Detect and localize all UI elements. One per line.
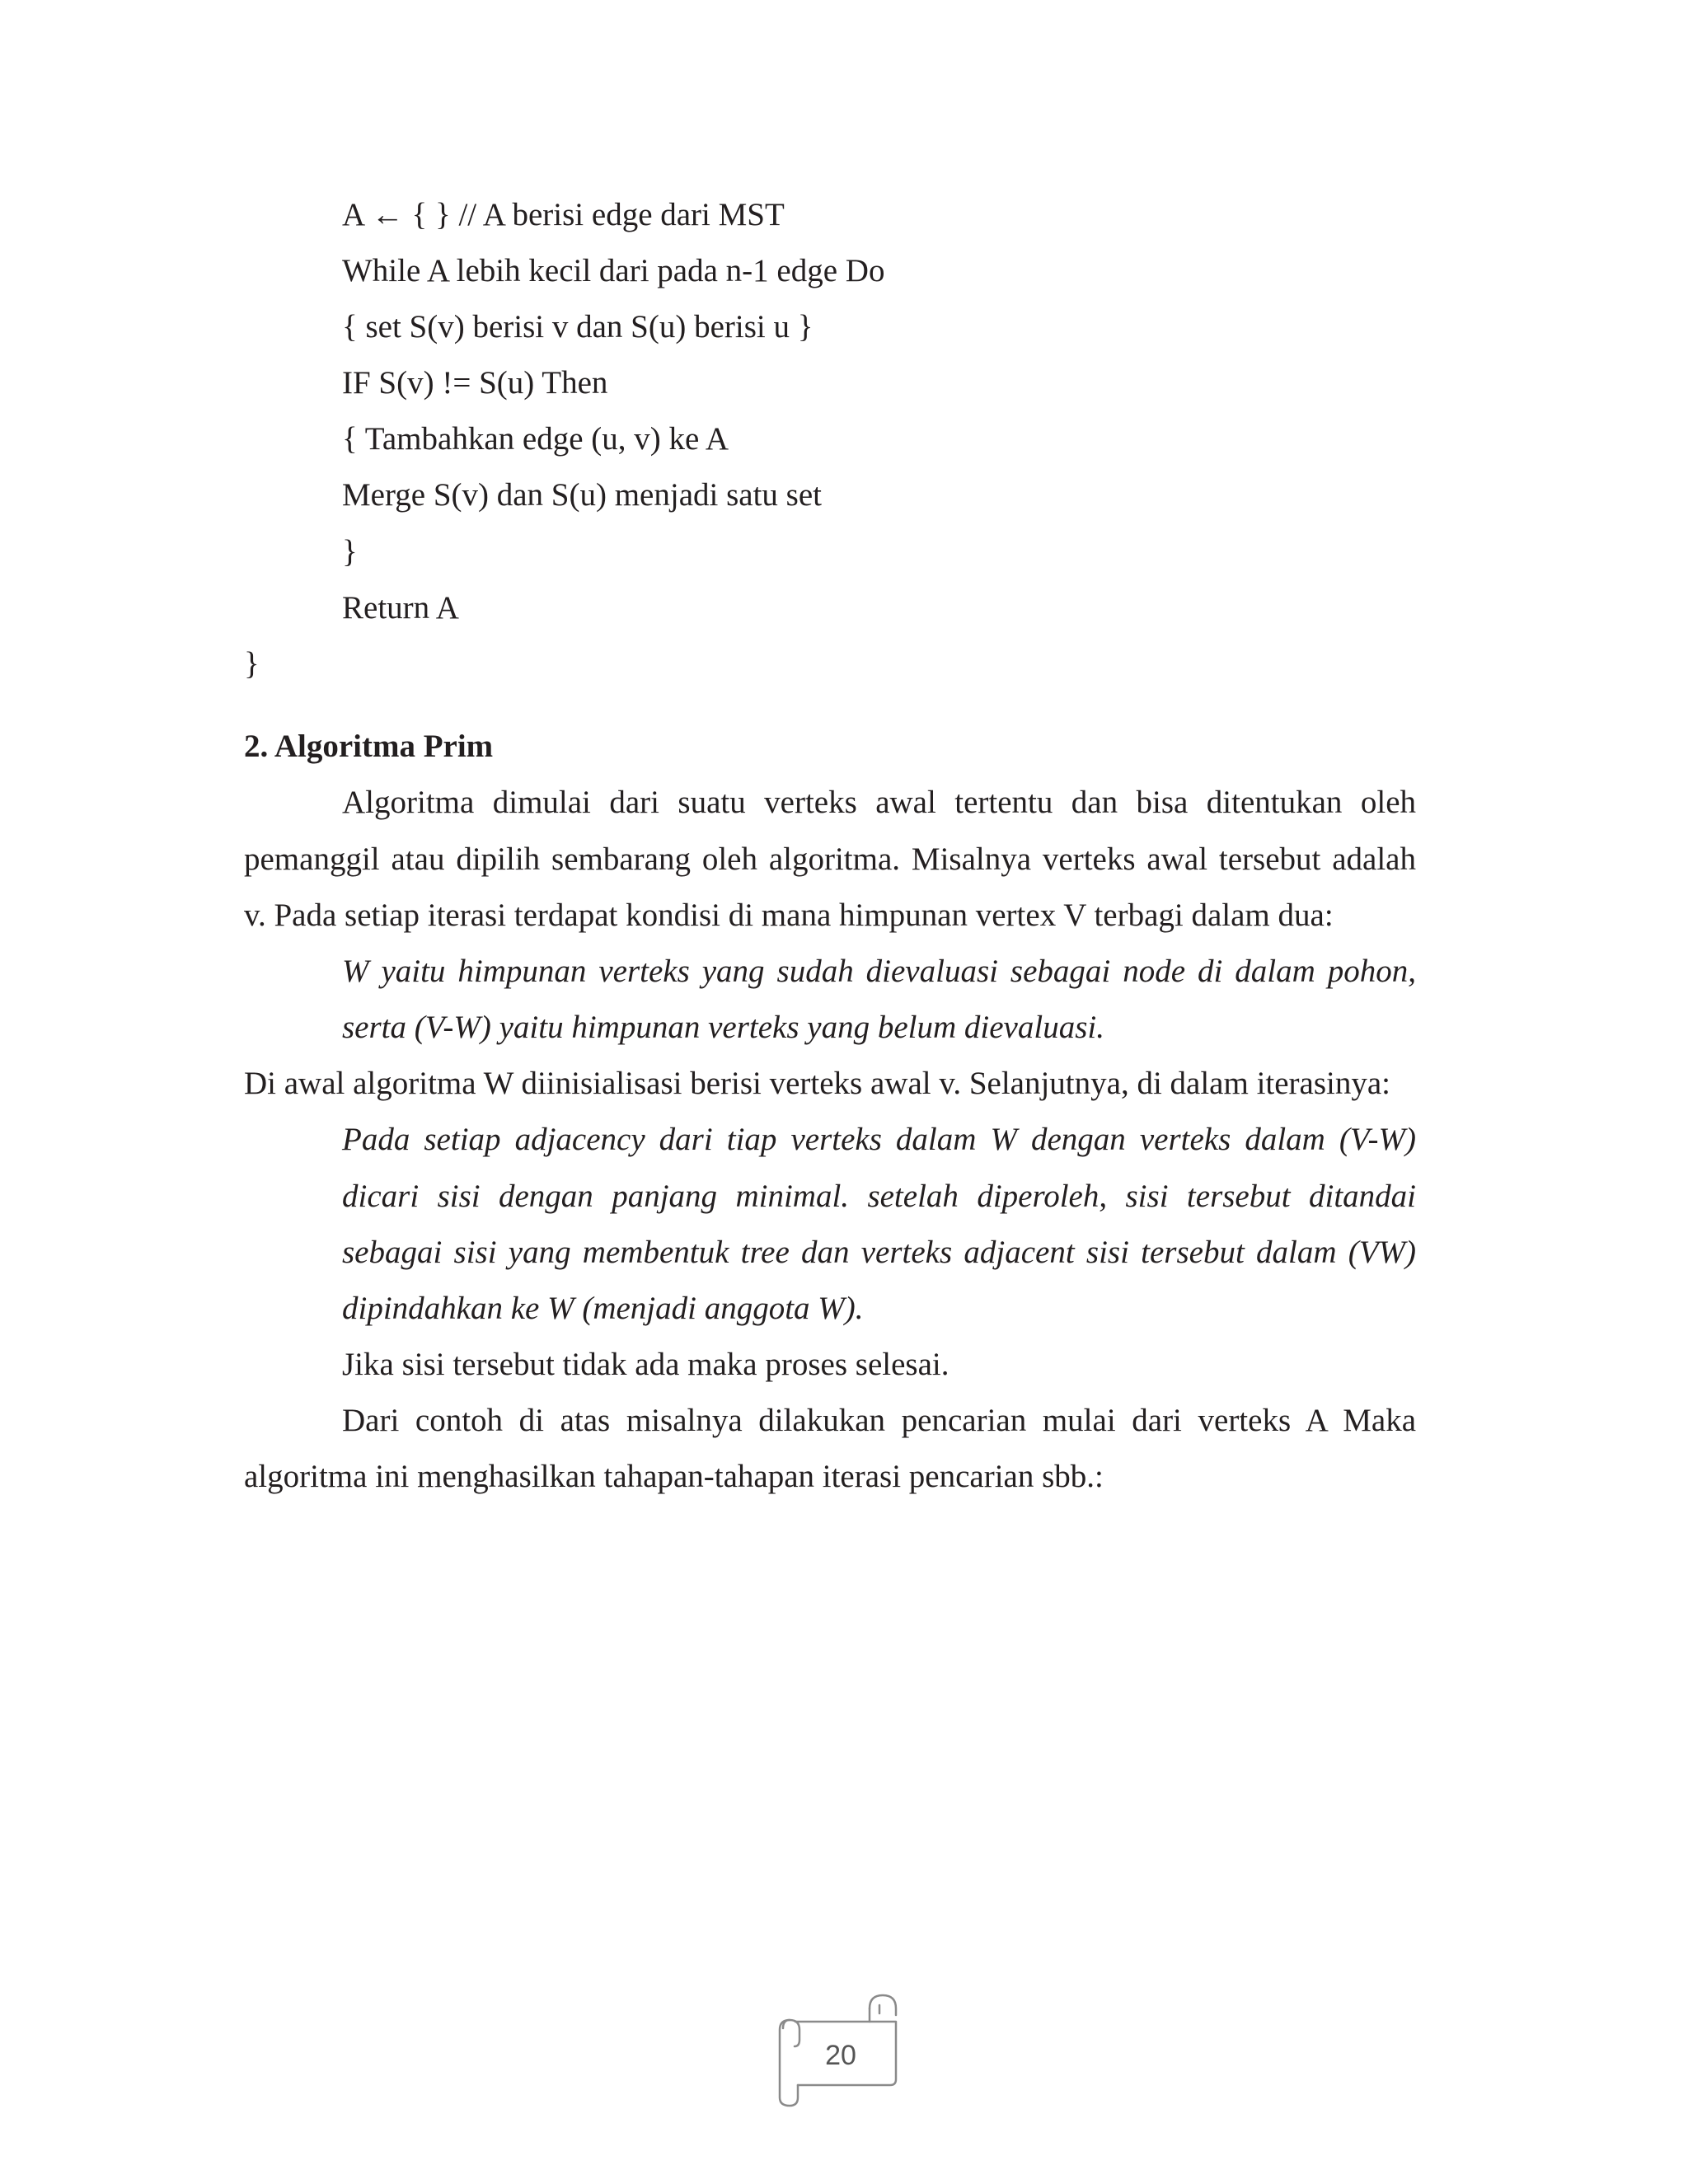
code-line-1: A ← { } // A berisi edge dari MST	[342, 197, 785, 232]
paragraph-line: Dari contoh di atas misalnya dilakukan pencarian mulai dari verteks A Maka	[342, 1403, 1416, 1438]
code-line-3: { set S(v) berisi v dan S(u) berisi u }	[342, 309, 814, 344]
quote-line: serta (V-W) yaitu himpunan verteks yang belum dievaluasi.	[342, 1010, 1104, 1045]
paragraph-line: Jika sisi tersebut tidak ada maka proses selesai.	[342, 1347, 950, 1382]
code-line-8: Return A	[342, 590, 459, 626]
paragraph-line: v. Pada setiap iterasi terdapat kondisi di mana himpunan vertex V terbagi dalam dua:	[244, 898, 1334, 933]
code-line-6: Merge S(v) dan S(u) menjadi satu set	[342, 477, 822, 513]
code-closing-brace: }	[244, 646, 260, 682]
quote-line: W yaitu himpunan verteks yang sudah dievaluasi sebagai node di dalam pohon,	[342, 954, 1416, 989]
code-line-7: }	[342, 534, 358, 569]
quote-line: dicari sisi dengan panjang minimal. setelah diperoleh, sisi tersebut ditandai	[342, 1179, 1416, 1214]
paragraph-line: Algoritma dimulai dari suatu verteks awal tertentu dan bisa ditentukan oleh	[342, 785, 1416, 820]
paragraph-line: algoritma ini menghasilkan tahapan-tahapan iterasi pencarian sbb.:	[244, 1459, 1104, 1494]
page-number-badge	[758, 1990, 923, 2114]
paragraph-line: pemanggil atau dipilih sembarang oleh algoritma. Misalnya verteks awal tersebut adalah	[244, 841, 1416, 877]
quote-line: sebagai sisi yang membentuk tree dan verteks adjacent sisi tersebut dalam (VW)	[342, 1235, 1416, 1270]
quote-line: dipindahkan ke W (menjadi anggota W).	[342, 1291, 864, 1326]
paragraph-line: Di awal algoritma W diinisialisasi berisi verteks awal v. Selanjutnya, di dalam iterasinya:	[244, 1066, 1391, 1101]
page-number: 20	[825, 2040, 856, 2071]
code-line-4: IF S(v) != S(u) Then	[342, 365, 608, 401]
code-line-5: { Tambahkan edge (u, v) ke A	[342, 421, 729, 457]
code-line-2: While A lebih kecil dari pada n-1 edge Do	[342, 253, 885, 288]
section-heading: 2. Algoritma Prim	[244, 729, 494, 764]
quote-line: Pada setiap adjacency dari tiap verteks dalam W dengan verteks dalam (V-W)	[342, 1122, 1416, 1157]
